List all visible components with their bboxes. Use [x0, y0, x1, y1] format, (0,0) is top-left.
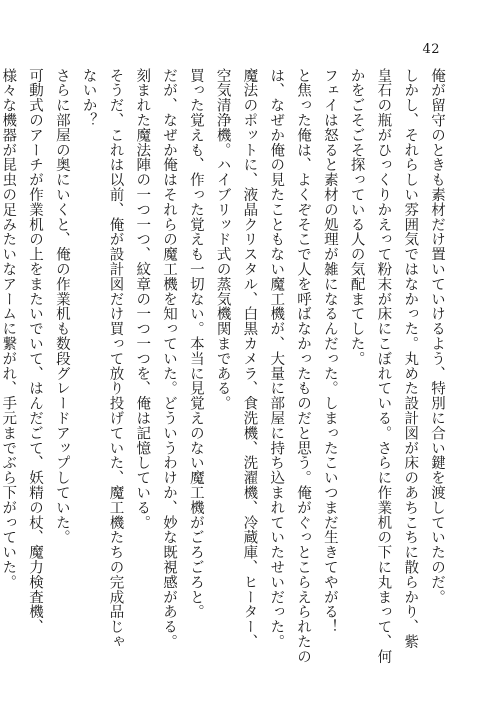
- text-line: 魔法のポットに、液晶クリスタル、白黒カメラ、食洗機、洗濯機、冷蔵庫、ヒーター、: [241, 68, 258, 650]
- text-line: 皇石の瓶がひっくりかえって粉末が床にこぼれている。さらに作業机の下に丸まって、何: [375, 68, 392, 664]
- text-line: そうだ、これは以前、俺が設計図だけ買って放り投げていた、魔工機たちの完成品じゃ: [107, 68, 124, 650]
- body-text: [0, 68, 450, 664]
- text-line: 刻まれた魔法陣の一つ一つ、紋章の一つ一つを、俺は記憶している。: [134, 68, 151, 530]
- text-line: かをごそごそ探っている人の気配まてした。: [348, 68, 365, 366]
- text-line: だが、なぜか俺はそれらの魔工機を知っていた。どういうわけか、妙な既視感がある。: [161, 68, 178, 650]
- text-line: 可動式のアーチが作業机の上をまたいでいて、はんだごて、妖精の杖、魔力検査機、: [27, 68, 44, 635]
- text-line: 俺が留守のときも素材だけ置いていけるよう、特別に合い鍵を渡していたのだ。: [429, 68, 445, 605]
- text-line: フェイは怒ると素材の処理が雑になるんだった。しまったこいつまだ生きてやがる！: [321, 68, 338, 635]
- text-line: ないか？: [80, 68, 97, 128]
- text-line: と焦った俺は、よくぞそこで人を呼ばなかったものだと思う。俺がぐっとこらえられたの: [295, 68, 312, 664]
- text-line: 買った覚えも、作った覚えも一切ない。本当に見覚えのない魔工機がごろごろと。: [187, 68, 204, 620]
- text-line: 様々な機器が昆虫の足みたいなアームに繋がれ、手元までぶら下がっていた。: [0, 68, 17, 590]
- text-line: さらに部屋の奥にいくと、俺の作業机も数段グレードアップしていた。: [53, 68, 70, 545]
- text-line: しかし、それらしい雰囲気ではなかった。丸めた設計図が床のあちこちに散らかり、紫: [402, 68, 419, 650]
- text-line: は、なぜか俺の見たこともない魔工機が、大量に部屋に持ち込まれていたせいだった。: [268, 68, 285, 650]
- page-number: 42: [422, 42, 440, 57]
- text-line: 空気清浄機。ハイブリッド式の蒸気機関まである。: [214, 68, 231, 411]
